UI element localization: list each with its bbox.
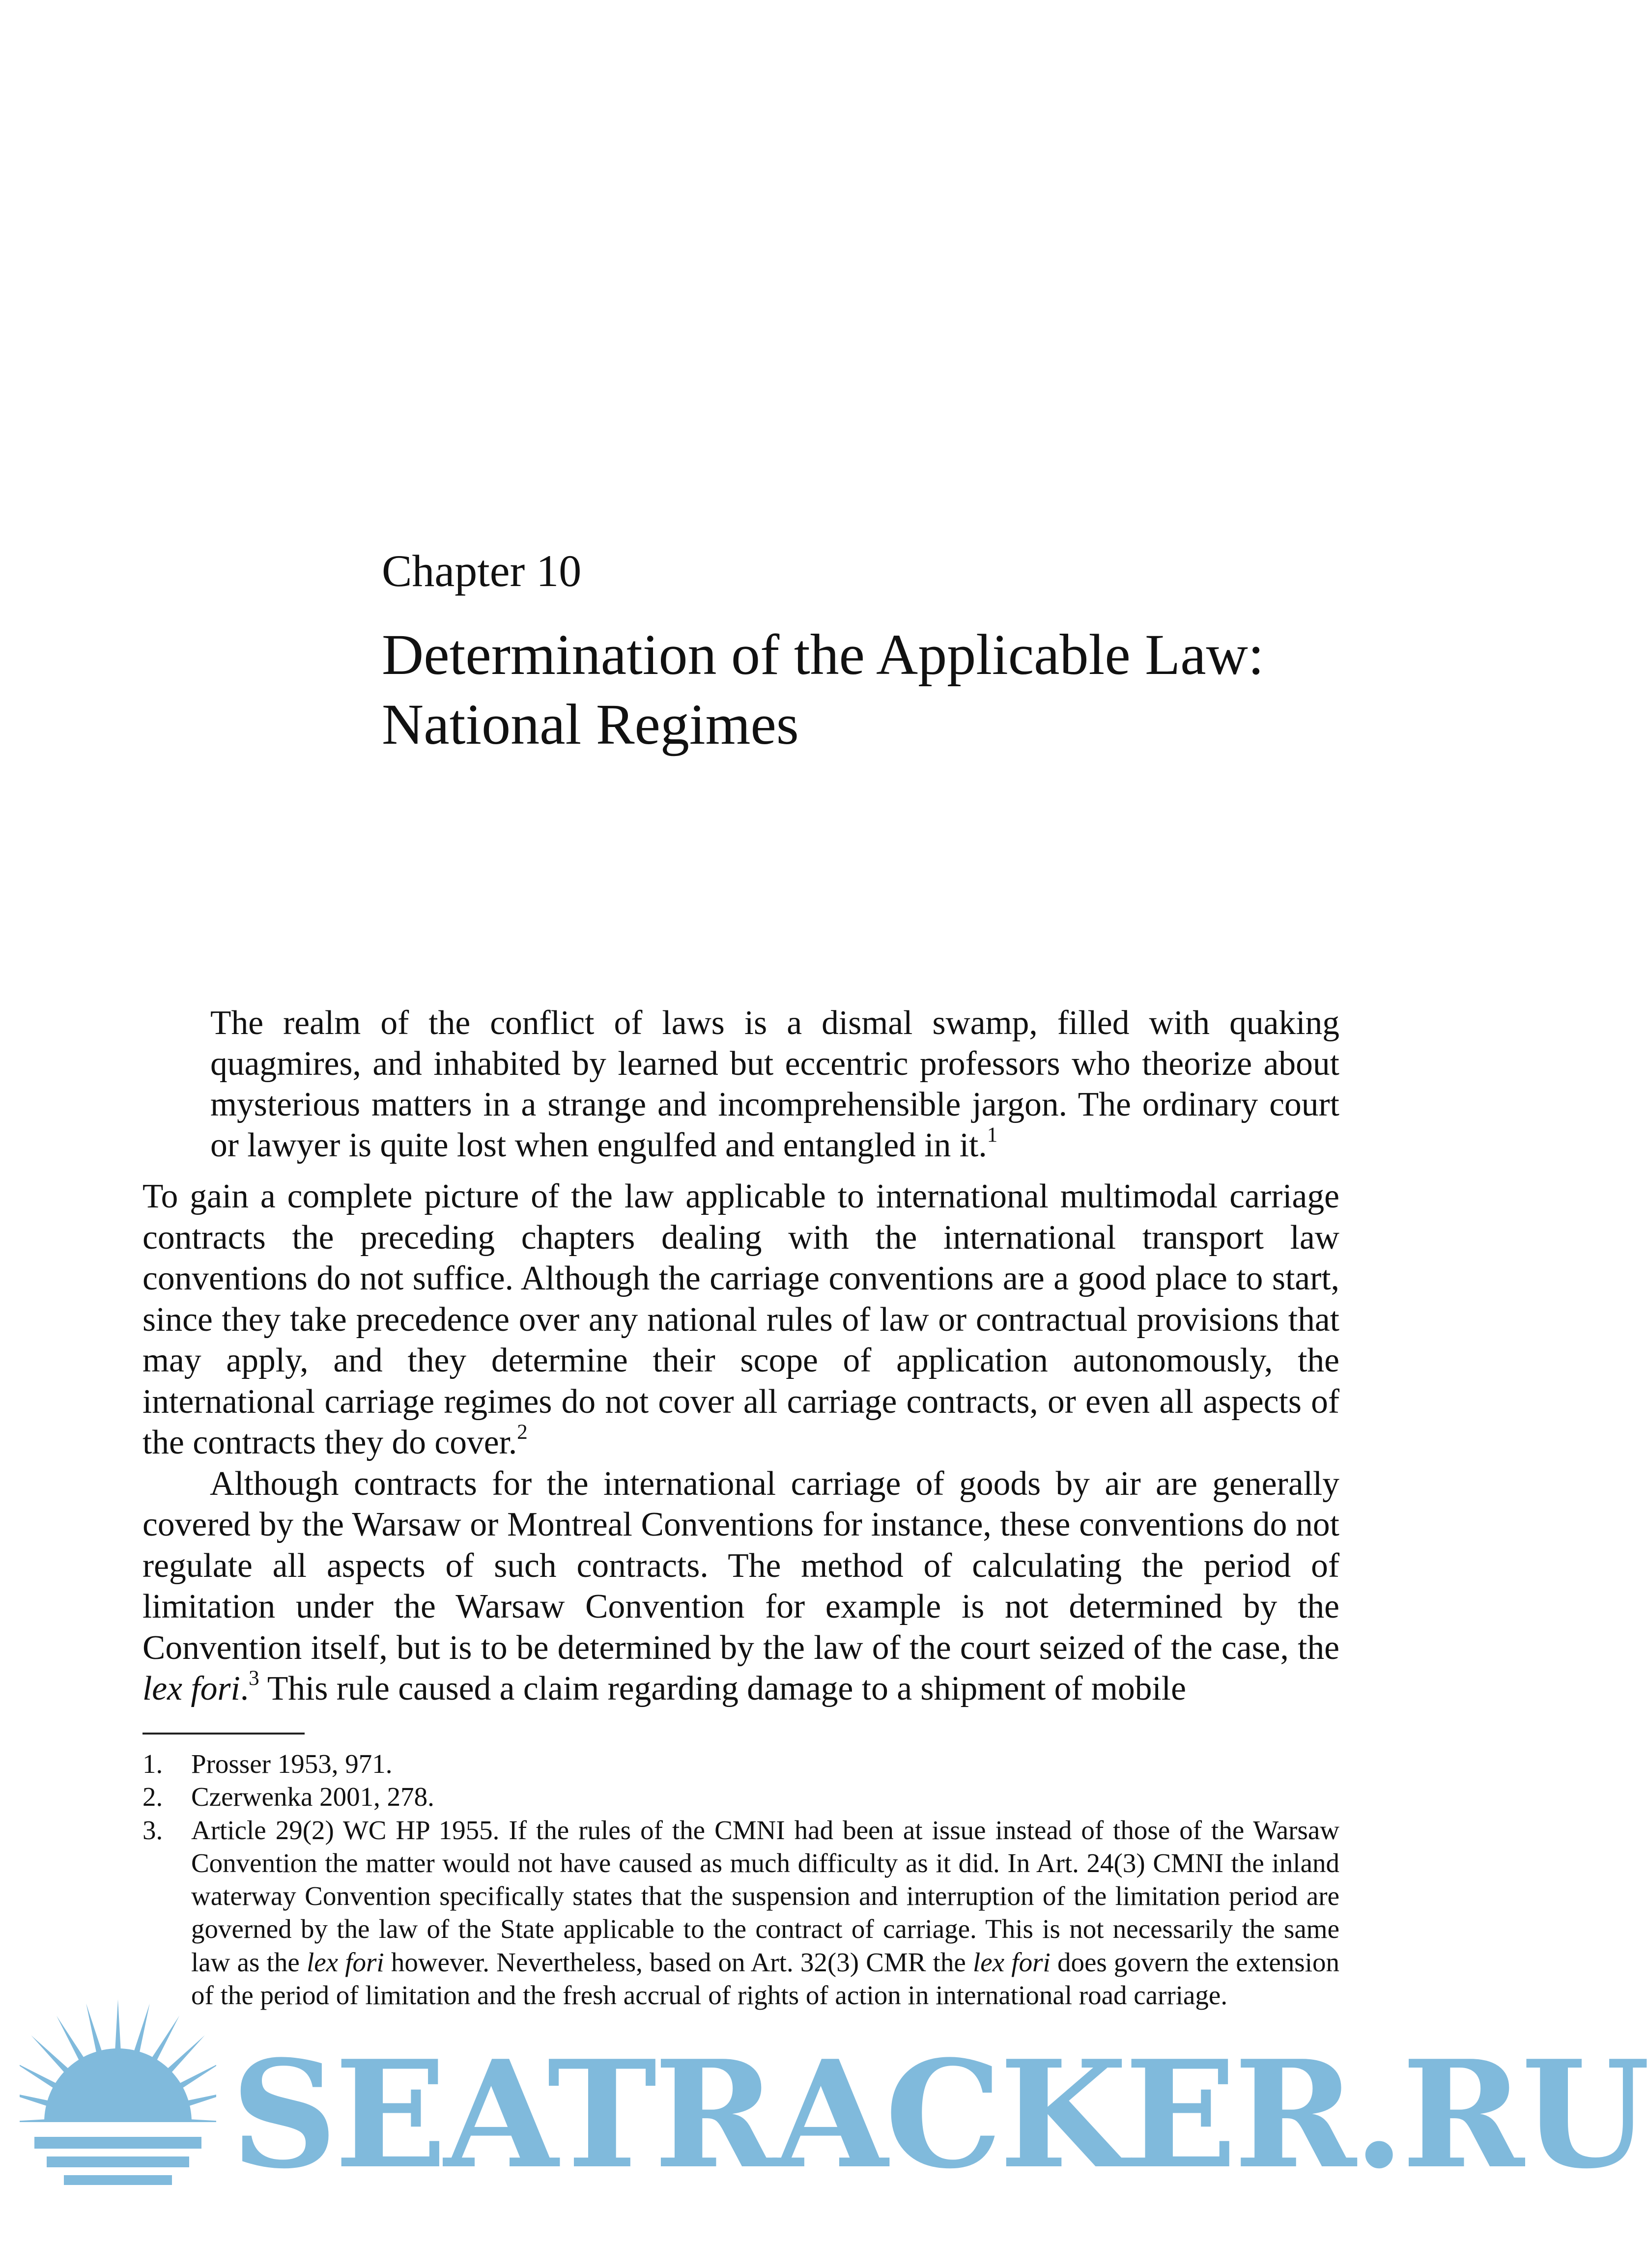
paragraph-2-text-b: . — [240, 1670, 249, 1708]
watermark — [0, 1989, 1647, 2268]
paragraph-2-text-a: Although contracts for the international carriage of goods by air are generally covered by the Warsaw or Montreal Conventions for instance, these conventions do not regulate all aspects of such contracts. The method of calculating the period of limitation under the Warsaw Convention for example is not determined by the Convention itself, but is to be determined by the law of the court seized of the case, the — [142, 1464, 1339, 1667]
footnote-number: 1. — [142, 1749, 163, 1779]
chapter-title-line-1: Determination of the Applicable Law: — [382, 622, 1264, 687]
watermark-text: SEATRACKER.RU — [231, 2028, 1647, 2201]
lex-fori-term: lex fori — [306, 1947, 384, 1977]
chapter-label: Chapter 10 — [382, 546, 582, 596]
footnote-divider — [142, 1733, 305, 1735]
paragraph-2-text-c: This rule caused a claim regarding damage to a shipment of mobile — [259, 1670, 1186, 1708]
footnote-ref-3[interactable]: 3 — [249, 1666, 259, 1690]
footnote-text: Czerwenka 2001, 278. — [191, 1782, 434, 1812]
body-text — [142, 1176, 1339, 1709]
footnote-3 — [142, 1814, 1339, 2012]
footnote-number: 3. — [142, 1815, 163, 1845]
paragraph-2 — [142, 1463, 1339, 1709]
footnotes — [142, 1747, 1339, 2012]
footnote-text: Prosser 1953, 971. — [191, 1749, 393, 1779]
chapter-title-line-2: National Regimes — [382, 692, 799, 756]
footnote-2 — [142, 1780, 1339, 1813]
footnote-text-b: however. Nevertheless, based on Art. 32(3) CMR the — [384, 1947, 973, 1977]
footnote-text-a: Article 29(2) WC HP 1955. If the rules of the CMNI had been at issue instead of those of the Warsaw Convention the matter would not have caused as much difficulty as it did. In Art. 24(3) CMNI the inland waterway Convention specifically states that the suspension and interruption of the limitation period are governed by the law of the State applicable to the contract of carriage. This is not necessarily the same law as the — [191, 1815, 1339, 1977]
footnote-text-c: does govern the extension of the period of limitation and the fresh accrual of rights of action in international road carriage. — [191, 1947, 1339, 2011]
footnote-ref-2[interactable]: 2 — [517, 1420, 528, 1444]
footnote-ref-1[interactable]: 1 — [987, 1123, 998, 1147]
paragraph-1-text: To gain a complete picture of the law applicable to international multimodal carriage contracts the preceding chapters dealing with the international transport law conventions do not suffice. Although the carriage conventions are a good place to start, since they take precedence over any national rules of law or contractual provisions that may apply, and they determine their scope of application autonomously, the international carriage regimes do not cover all carriage contracts, or even all aspects of the contracts they do cover. — [142, 1177, 1339, 1461]
chapter-title — [382, 620, 1389, 759]
paragraph-1 — [142, 1176, 1339, 1463]
lex-fori-term: lex fori — [973, 1947, 1051, 1977]
footnote-1 — [142, 1747, 1339, 1780]
epigraph-quote — [210, 1003, 1339, 1166]
epigraph-text: The realm of the conflict of laws is a dismal swamp, filled with quaking quagmires, and inhabited by learned but eccentric professors who theorize about mysterious matters in a strange and incomprehensible jargon. The ordinary court or lawyer is quite lost when engulfed and entangled in it. — [210, 1004, 1339, 1164]
sun-logo-icon — [20, 1989, 216, 2196]
footnote-number: 2. — [142, 1782, 163, 1812]
lex-fori-term: lex fori — [142, 1670, 240, 1708]
